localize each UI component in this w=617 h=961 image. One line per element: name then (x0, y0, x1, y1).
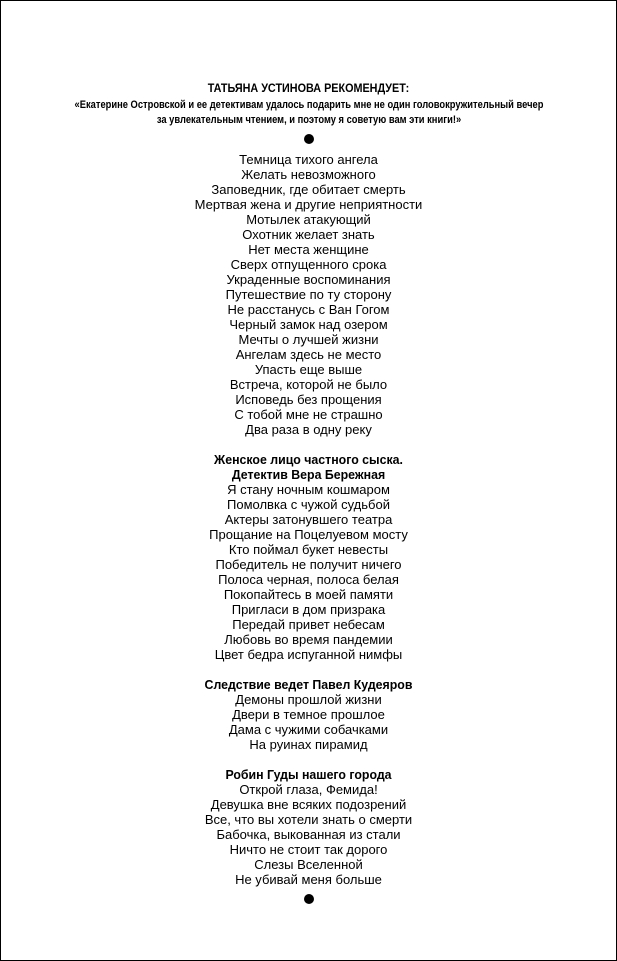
book-title: Мечты о лучшей жизни (238, 332, 379, 347)
book-title: Мертвая жена и другие неприятности (194, 197, 423, 212)
recommendation-quote: «Екатерине Островской и ее детективам удалось подарить мне не один головокружительный вечер за увлекательным чтением, и поэтому я советую вам эти книги!» (74, 99, 543, 126)
book-title: Победитель не получит ничего (215, 557, 402, 572)
book-title: Полоса черная, полоса белая (218, 572, 399, 587)
book-list (1, 152, 616, 437)
book-title: Я стану ночным кошмаром (227, 482, 390, 497)
book-title: Не расстанусь с Ван Гогом (227, 302, 390, 317)
book-title: Украденные воспоминания (226, 272, 391, 287)
series-title: Детектив Вера Бережная (231, 467, 386, 482)
book-title: Заповедник, где обитает смерть (211, 182, 406, 197)
recommendation-title: ТАТЬЯНА УСТИНОВА РЕКОМЕНДУЕТ: (207, 81, 410, 95)
book-title: Охотник желает знать (242, 227, 375, 242)
series-title: Женское лицо частного сыска. (214, 452, 403, 467)
book-title: Двери в темное прошлое (232, 707, 385, 722)
book-title: Прощание на Поцелуевом мосту (209, 527, 408, 542)
book-title: Все, что вы хотели знать о смерти (204, 812, 413, 827)
book-title: Открой глаза, Фемида! (239, 782, 378, 797)
bullet-icon (304, 134, 314, 144)
book-title: Исповедь без прощения (235, 392, 382, 407)
series-title: Робин Гуды нашего города (225, 767, 392, 782)
book-title: Девушка вне всяких подозрений (210, 797, 407, 812)
book-title: Демоны прошлой жизни (235, 692, 382, 707)
book-title: Упасть еще выше (254, 362, 363, 377)
book-title: Ничто не стоит так дорого (229, 842, 388, 857)
book-list (1, 482, 616, 662)
book-title: Цвет бедра испуганной нимфы (214, 647, 403, 662)
book-title: С тобой мне не страшно (234, 407, 383, 422)
series-title: Следствие ведет Павел Кудеяров (204, 677, 413, 692)
series-section (1, 677, 616, 752)
book-title: Кто поймал букет невесты (228, 542, 389, 557)
book-list (1, 782, 616, 887)
bullet-icon (304, 894, 314, 904)
book-title: Сверх отпущенного срока (230, 257, 387, 272)
book-title: Мотылек атакующий (246, 212, 371, 227)
book-title: Встреча, которой не было (229, 377, 388, 392)
book-list-container (1, 152, 616, 902)
book-title: Путешествие по ту сторону (225, 287, 392, 302)
book-title: Актеры затонувшего театра (224, 512, 393, 527)
book-title: Ангелам здесь не место (235, 347, 382, 362)
book-title: Покопайтесь в моей памяти (223, 587, 394, 602)
series-section (1, 152, 616, 437)
book-title: На руинах пирамид (249, 737, 368, 752)
book-title: Черный замок над озером (229, 317, 388, 332)
series-section (1, 767, 616, 887)
book-title: Желать невозможного (241, 167, 376, 182)
book-title: Два раза в одну реку (245, 422, 372, 437)
book-list (1, 692, 616, 752)
book-title: Темница тихого ангела (239, 152, 378, 167)
book-title: Не убивай меня больше (235, 872, 382, 887)
book-title: Передай привет небесам (232, 617, 385, 632)
book-title: Нет места женщине (248, 242, 369, 257)
book-title: Помолвка с чужой судьбой (227, 497, 390, 512)
recommendation-block (1, 81, 616, 128)
book-title: Дама с чужими собачками (228, 722, 389, 737)
series-section (1, 452, 616, 662)
book-title: Пригласи в дом призрака (231, 602, 386, 617)
book-title: Слезы Вселенной (254, 857, 363, 872)
book-title: Любовь во время пандемии (224, 632, 393, 647)
book-title: Бабочка, выкованная из стали (216, 827, 401, 842)
